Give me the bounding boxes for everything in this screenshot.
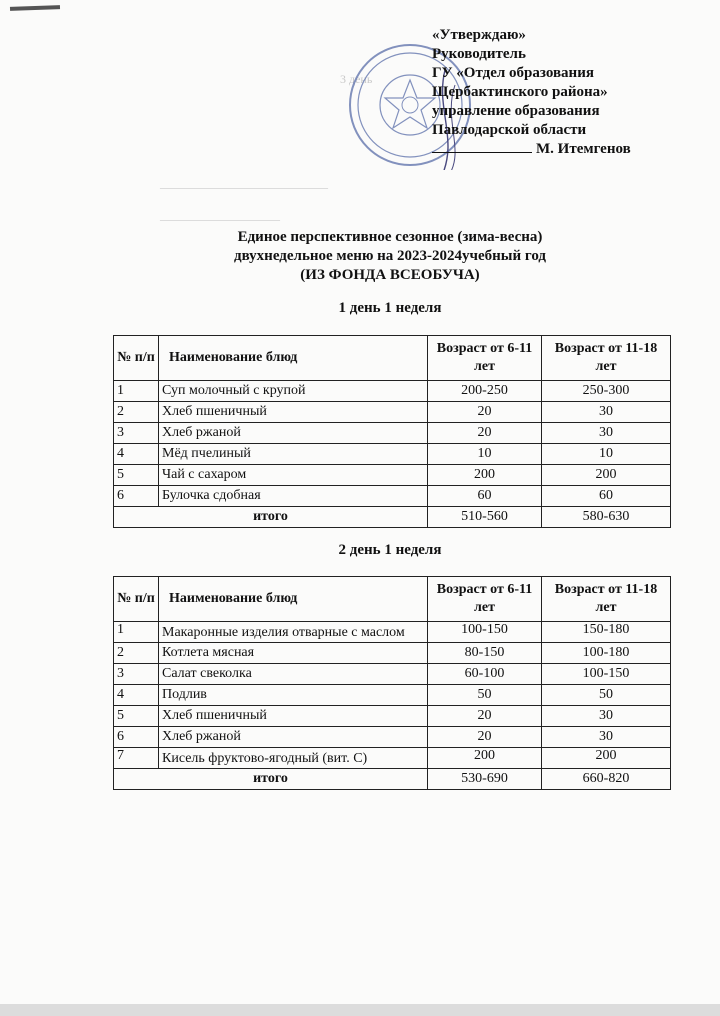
approval-line: ГУ «Отдел образования: [432, 65, 594, 81]
table-row: [114, 465, 671, 486]
approval-line: Руководитель: [432, 46, 526, 62]
dish-name: Булочка сдобная: [159, 486, 428, 507]
row-num: 4: [114, 444, 159, 465]
row-num: 6: [114, 727, 159, 748]
col-age1-header: Возраст от 6-11 лет: [428, 577, 542, 622]
dish-name: Хлеб пшеничный: [159, 706, 428, 727]
show-through-text: 3 день: [340, 72, 373, 86]
portion-11-18: 30: [542, 706, 671, 727]
table-header-row: [114, 336, 671, 381]
table-row: [114, 685, 671, 706]
table-row: [114, 706, 671, 727]
row-num: 5: [114, 706, 159, 727]
document-title: [180, 228, 600, 285]
table-row: [114, 444, 671, 465]
table-row: [114, 748, 671, 769]
table-row: [114, 727, 671, 748]
title-line: (ИЗ ФОНДА ВСЕОБУЧА): [300, 267, 480, 283]
portion-6-11: 60: [428, 486, 542, 507]
dish-name: Макаронные изделия отварные с маслом: [159, 622, 428, 643]
row-num: 4: [114, 685, 159, 706]
portion-6-11: 200: [428, 748, 542, 769]
portion-11-18: 250-300: [542, 381, 671, 402]
row-num: 7: [114, 748, 159, 769]
dish-name: Подлив: [159, 685, 428, 706]
approval-line: управление образования: [432, 103, 600, 119]
dish-name: Чай с сахаром: [159, 465, 428, 486]
approval-block: [432, 26, 692, 159]
total-6-11: 510-560: [428, 507, 542, 528]
table-row: [114, 381, 671, 402]
total-6-11: 530-690: [428, 769, 542, 790]
title-line: Единое перспективное сезонное (зима-весна): [237, 229, 543, 245]
portion-11-18: 150-180: [542, 622, 671, 643]
row-num: 1: [114, 381, 159, 402]
row-num: 1: [114, 622, 159, 643]
signature-line: [432, 140, 692, 159]
col-name-header: Наименование блюд: [159, 336, 428, 381]
portion-11-18: 60: [542, 486, 671, 507]
portion-11-18: 50: [542, 685, 671, 706]
row-num: 3: [114, 423, 159, 444]
portion-11-18: 10: [542, 444, 671, 465]
col-age2-header: Возраст от 11-18 лет: [542, 577, 671, 622]
day1-heading: 1 день 1 неделя: [338, 300, 442, 316]
day2-menu-table: [113, 576, 671, 790]
show-through-text: ——————————: [160, 212, 280, 226]
title-line: двухнедельное меню на 2023-2024учебный год: [234, 248, 546, 264]
dish-name: Суп молочный с крупой: [159, 381, 428, 402]
portion-11-18: 100-150: [542, 664, 671, 685]
total-11-18: 660-820: [542, 769, 671, 790]
portion-6-11: 10: [428, 444, 542, 465]
portion-11-18: 30: [542, 402, 671, 423]
row-num: 2: [114, 643, 159, 664]
table-row: [114, 486, 671, 507]
portion-6-11: 80-150: [428, 643, 542, 664]
portion-11-18: 100-180: [542, 643, 671, 664]
table-row: [114, 423, 671, 444]
portion-11-18: 30: [542, 727, 671, 748]
dish-name: Кисель фруктово-ягодный (вит. С): [159, 748, 428, 769]
portion-11-18: 200: [542, 465, 671, 486]
col-age1-header: Возраст от 6-11 лет: [428, 336, 542, 381]
dish-name: Хлеб ржаной: [159, 727, 428, 748]
dish-name: Хлеб ржаной: [159, 423, 428, 444]
portion-6-11: 20: [428, 727, 542, 748]
total-row: [114, 769, 671, 790]
day1-menu-table: [113, 335, 671, 528]
signer-name: М. Итемгенов: [536, 141, 631, 157]
total-label: итого: [114, 507, 428, 528]
approval-line: Щербактинского района»: [432, 84, 608, 100]
portion-6-11: 200-250: [428, 381, 542, 402]
portion-6-11: 20: [428, 423, 542, 444]
table-header-row: [114, 577, 671, 622]
total-row: [114, 507, 671, 528]
dish-name: Котлета мясная: [159, 643, 428, 664]
portion-11-18: 200: [542, 748, 671, 769]
row-num: 5: [114, 465, 159, 486]
portion-6-11: 20: [428, 402, 542, 423]
portion-6-11: 100-150: [428, 622, 542, 643]
day2-heading: 2 день 1 неделя: [338, 542, 442, 558]
total-label: итого: [114, 769, 428, 790]
approval-line: Павлодарской области: [432, 122, 587, 138]
table-row: [114, 643, 671, 664]
table-row: [114, 664, 671, 685]
col-num-header: № п/п: [114, 577, 159, 622]
show-through-text: ——————————————: [160, 180, 328, 194]
portion-6-11: 50: [428, 685, 542, 706]
total-11-18: 580-630: [542, 507, 671, 528]
portion-6-11: 200: [428, 465, 542, 486]
row-num: 6: [114, 486, 159, 507]
scan-bottom-edge: [0, 1004, 720, 1016]
portion-6-11: 20: [428, 706, 542, 727]
col-age2-header: Возраст от 11-18 лет: [542, 336, 671, 381]
portion-11-18: 30: [542, 423, 671, 444]
dish-name: Мёд пчелиный: [159, 444, 428, 465]
dish-name: Салат свеколка: [159, 664, 428, 685]
col-name-header: Наименование блюд: [159, 577, 428, 622]
portion-6-11: 60-100: [428, 664, 542, 685]
dish-name: Хлеб пшеничный: [159, 402, 428, 423]
col-num-header: № п/п: [114, 336, 159, 381]
row-num: 2: [114, 402, 159, 423]
table-row: [114, 402, 671, 423]
table-row: [114, 622, 671, 643]
row-num: 3: [114, 664, 159, 685]
approval-line: «Утверждаю»: [432, 27, 526, 43]
